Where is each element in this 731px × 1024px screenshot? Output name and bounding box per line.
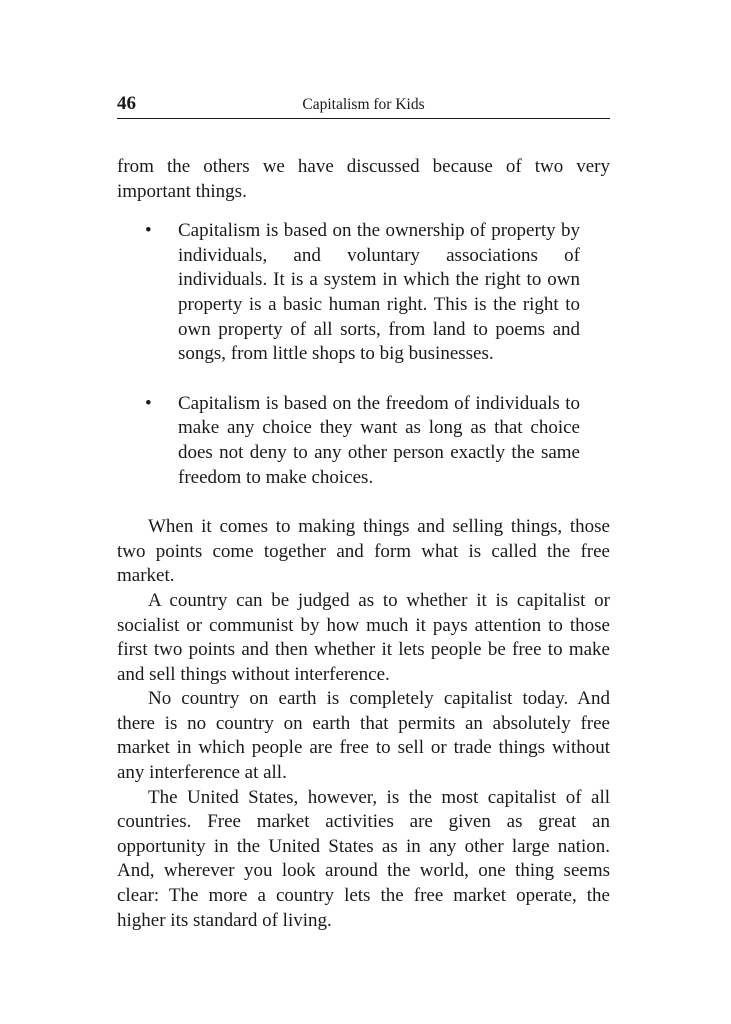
page-header: [117, 92, 610, 119]
intro-paragraph: from the others we have discussed because of two very important things.: [117, 156, 610, 202]
bullet-list: [117, 219, 610, 490]
bullet-text: Capitalism is based on the ownership of property by individuals, and voluntary associations of individuals. It is a system in which the right to own property is a basic human right. This is the right to own property of all sorts, from land to poems and songs, from little shops to big businesses.: [178, 220, 580, 365]
paragraph-judged: A country can be judged as to whether it is capitalist or socialist or communist by how much it pays attention to those first two points and then whether it lets people be free to make and sell things without interference.: [117, 589, 610, 685]
bullet-text: Capitalism is based on the freedom of individuals to make any choice they want as long as that choice does not deny to any other person exactly the same freedom to make choices.: [178, 392, 580, 488]
bullet-marker: •: [145, 220, 152, 242]
bullet-item-ownership: [117, 219, 580, 367]
page-body: [117, 155, 610, 933]
paragraph-no-country: No country on earth is completely capitalist today. And there is no country on earth that permits an absolutely free market in which people are free to sell or trade things without any interference at all.: [117, 688, 610, 784]
paragraph-free-market: When it comes to making things and selling things, those two points come together and form what is called the free market.: [117, 516, 610, 587]
paragraph-united-states: The United States, however, is the most capitalist of all countries. Free market activities are given as great an opportunity in the United States as in any other large nation. And, wherever you look around the world, one thing seems clear: The more a country lets the free market operate, the higher its standard of living.: [117, 786, 610, 931]
bullet-item-freedom: [117, 392, 580, 490]
running-title: Capitalism for Kids: [302, 96, 425, 113]
bullet-marker: •: [145, 392, 152, 414]
page-number: 46: [117, 93, 136, 114]
